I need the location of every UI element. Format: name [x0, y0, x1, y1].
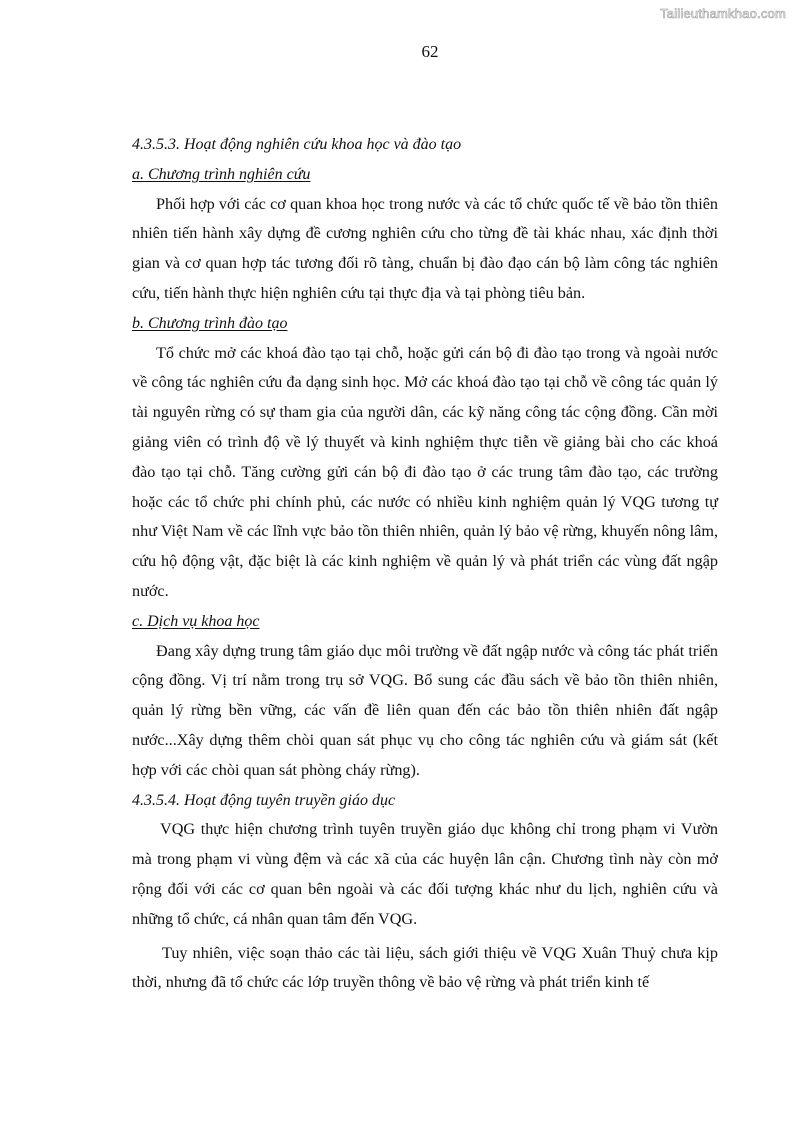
subheading-science-services: c. Dịch vụ khoa học [132, 612, 260, 630]
section-heading-propaganda: 4.3.5.4. Hoạt động tuyên truyền giáo dục [132, 791, 396, 809]
paragraph-training-program: Tổ chức mở các khoá đào tạo tại chỗ, hoặc gửi cán bộ đi đào tạo trong và ngoài nước về công tác nghiên cứu đa dạng sinh học. Mở các khoá đào tạo tại chỗ về công tác quản lý tài nguyên rừng có sự tham gia của người dân, các kỹ năng công tác cộng đồng. Cần mời giảng viên có trình độ về lý thuyết và kinh nghiệm thực tiễn về giảng bài cho các khoá đào tạo tại chỗ. Tăng cường gửi cán bộ đi đào tạo ở các trung tâm đào tạo, các trường hoặc các tổ chức phi chính phủ, các nước có nhiều kinh nghiệm quản lý VQG tương tự như Việt Nam về các lĩnh vực bảo tồn thiên nhiên, quản lý bảo vệ rừng, khuyến nông lâm, cứu hộ động vật, đặc biệt là các kinh nghiệm về quản lý và phát triển các vùng đất ngập nước. [132, 343, 718, 600]
paragraph-propaganda-1: VQG thực hiện chương trình tuyên truyền giáo dục không chỉ trong phạm vi Vườn mà trong phạm vi vùng đệm và các xã của các huyện lân cận. Chương tình này còn mở rộng đối với các cơ quan bên ngoài và các đối tượng khác như du lịch, nghiên cứu và những tổ chức, cá nhân quan tâm đến VQG. [132, 820, 718, 928]
document-body [132, 130, 718, 998]
page-number: 62 [421, 42, 439, 61]
paragraph-science-services: Đang xây dựng trung tâm giáo dục môi trường về đất ngập nước và công tác phát triển cộng đồng. Vị trí nằm trong trụ sở VQG. Bổ sung các đầu sách về bảo tồn thiên nhiên, quản lý rừng bền vững, các vấn đề liên quan đến các bảo tồn thiên nhiên đất ngập nước...Xây dựng thêm chòi quan sát phục vụ cho công tác nghiên cứu và giám sát (kết hợp với các chòi quan sát phòng cháy rừng). [132, 641, 718, 779]
paragraph-research-program: Phối hợp với các cơ quan khoa học trong nước và các tổ chức quốc tế về bảo tồn thiên nhiên tiến hành xây dựng đề cương nghiên cứu cho từng đề tài khác nhau, xác định thời gian và cơ quan hợp tác tương đối rõ tàng, chuẩn bị đào đạo cán bộ làm công tác nghiên cứu, tiến hành thực hiện nghiên cứu tại thực địa và tại phòng tiêu bản. [132, 194, 718, 302]
watermark-text: Tailieuthamkhao.com [660, 6, 786, 21]
subheading-research-program: a. Chương trình nghiên cứu [132, 165, 311, 183]
section-heading-research: 4.3.5.3. Hoạt động nghiên cứu khoa học và đào tạo [132, 136, 462, 153]
paragraph-propaganda-2: Tuy nhiên, việc soạn thảo các tài liệu, sách giới thiệu về VQG Xuân Thuỷ chưa kịp thời, nhưng đã tổ chức các lớp truyền thông về bảo vệ rừng và phát triển kinh tế [132, 943, 718, 992]
subheading-training-program: b. Chương trình đào tạo [132, 314, 288, 332]
